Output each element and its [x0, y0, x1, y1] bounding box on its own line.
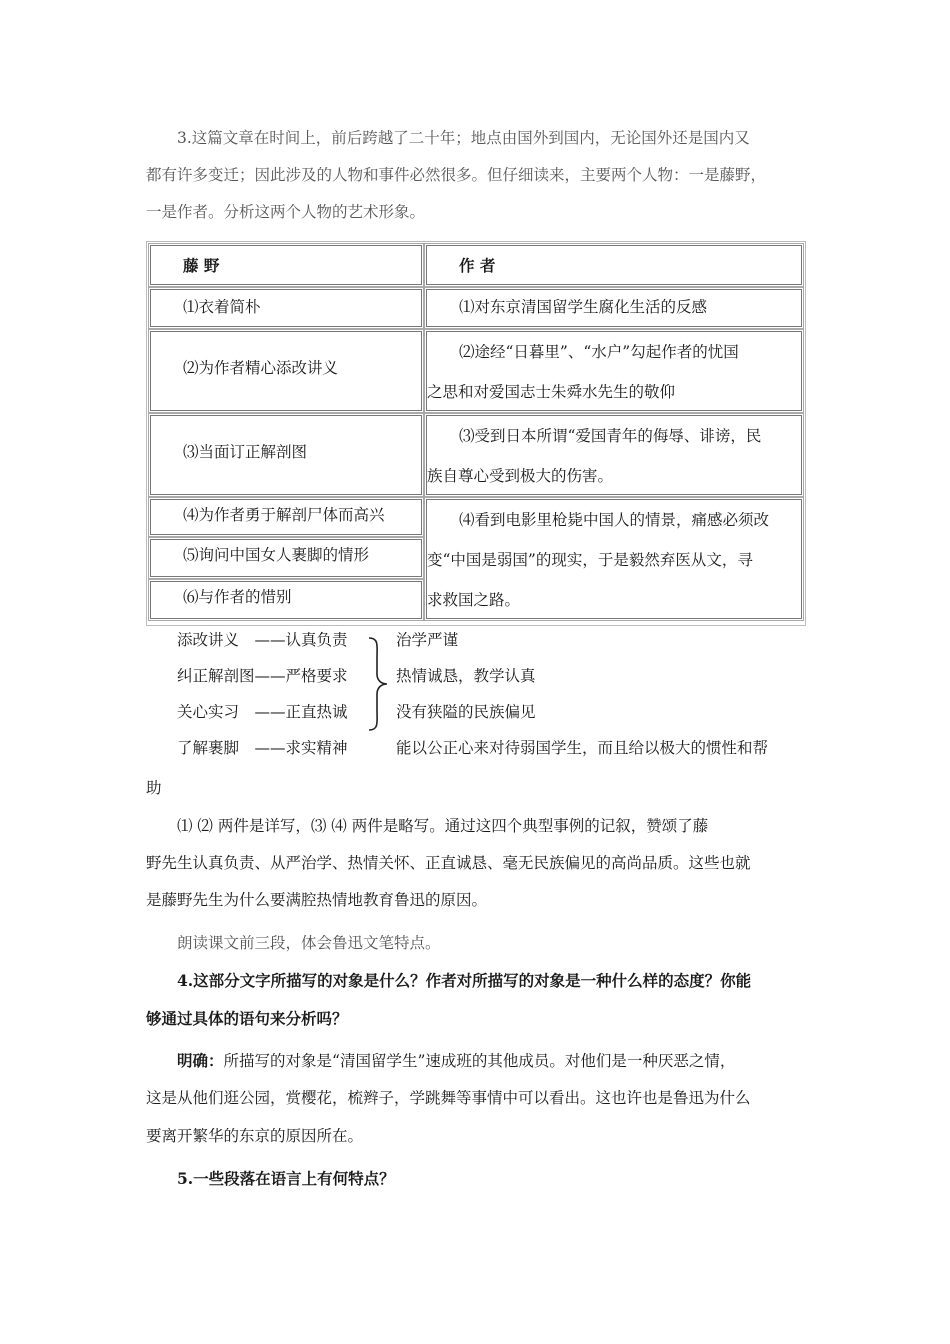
details-line2: 野先生认真负责、从严治学、热情关怀、正直诚恳、毫无民族偏见的高尚品质。这些也就	[146, 854, 751, 872]
summary-right-2: 热情诚恳，教学认真	[396, 667, 536, 685]
right-cell-text: ⑴对东京清国留学生腐化生活的反感	[459, 298, 708, 316]
para3-line2: 都有许多变迁；因此涉及的人物和事件必然很多。但仔细读来，主要两个人物：一是藤野，	[146, 166, 767, 184]
table-left-cell-4	[150, 499, 422, 535]
table-left-cell-2	[150, 331, 422, 411]
answer4-line2: 这是从他们逛公园，赏樱花，梳辫子，学跳舞等事情中可以看出。这也许也是鲁迅为什么	[146, 1089, 751, 1107]
answer4-line1	[146, 1042, 806, 1080]
left-cell-text: ⑶当面订正解剖图	[183, 443, 308, 461]
read-note: 朗读课文前三段，体会鲁迅文笔特点。	[177, 934, 441, 952]
answer4-line1-text: 所描写的对象是“清国留学生”速成班的其他成员。对他们是一种厌恶之情，	[223, 1052, 736, 1070]
summary-right-4-cont: 助	[146, 779, 162, 797]
answer4-line3: 要离开繁华的东京的原因所在。	[146, 1127, 364, 1145]
answer-label: 明确：	[177, 1051, 224, 1070]
details-line1: ⑴ ⑵ 两件是详写，⑶ ⑷ 两件是略写。通过这四个典型事例的记叙，赞颂了藤	[177, 817, 709, 835]
table-header-left	[150, 245, 422, 285]
summary-left-3: 关心实习 ——正直热诚	[177, 703, 348, 721]
brace-icon	[367, 636, 389, 732]
left-cell-text: ⑷为作者勇于解剖尸体而高兴	[183, 506, 385, 524]
summary-left-4: 了解裹脚 ——求实精神	[177, 739, 348, 757]
summary-right-3: 没有狭隘的民族偏见	[396, 703, 536, 721]
right-cell-line: ⑶受到日本所谓“爱国青年的侮辱、诽谤，民	[459, 427, 762, 445]
left-cell-text: ⑹与作者的惜别	[183, 588, 292, 606]
header-left-text: 藤 野	[183, 256, 220, 275]
header-right-text: 作 者	[459, 256, 496, 275]
left-cell-text: ⑴衣着简朴	[183, 298, 261, 316]
q4-line1: 4.这部分文字所描写的对象是什么？作者对所描写的对象是一种什么样的态度？你能	[177, 971, 752, 990]
summary-left-2: 纠正解剖图——严格要求	[177, 667, 348, 685]
question-5: 5.一些段落在语言上有何特点？	[177, 1169, 395, 1188]
q4-line2: 够通过具体的语句来分析吗？	[146, 1009, 348, 1028]
left-cell-text: ⑸询问中国女人裹脚的情形	[183, 546, 370, 564]
table-left-cell-3	[150, 415, 422, 495]
table-left-cell-5	[150, 539, 422, 577]
table-left-cell-1	[150, 289, 422, 327]
right-cell-line: 族自尊心受到极大的伤害。	[427, 467, 614, 485]
summary-left-1: 添改讲义 ——认真负责	[177, 631, 348, 649]
table-right-cell-2	[426, 331, 802, 411]
summary-right-1: 治学严谨	[396, 631, 459, 649]
table-header-right	[426, 245, 802, 285]
para3-line3: 一是作者。分析这两个人物的艺术形象。	[146, 203, 426, 221]
table-right-cell-3	[426, 415, 802, 495]
right-cell-line: 求救国之路。	[427, 591, 521, 609]
table-right-cell-4	[426, 499, 802, 619]
right-cell-line: 之思和对爱国志士朱舜水先生的敬仰	[427, 383, 676, 401]
right-cell-line: 变“中国是弱国”的现实，于是毅然弃医从文，寻	[427, 551, 753, 569]
left-cell-text: ⑵为作者精心添改讲义	[183, 359, 339, 377]
right-cell-line: ⑷看到电影里枪毙中国人的情景，痛感必须改	[459, 511, 770, 529]
para3-line1: 3.这篇文章在时间上，前后跨越了二十年；地点由国外到国内，无论国外还是国内又	[177, 129, 750, 147]
table-right-cell-1	[426, 289, 802, 327]
right-cell-line: ⑵途经“日暮里”、“水户”勾起作者的忧国	[459, 343, 739, 361]
details-line3: 是藤野先生为什么要满腔热情地教育鲁迅的原因。	[146, 891, 488, 909]
table-left-cell-6	[150, 581, 422, 619]
summary-right-4: 能以公正心来对待弱国学生，而且给以极大的惯性和帮	[396, 739, 769, 757]
